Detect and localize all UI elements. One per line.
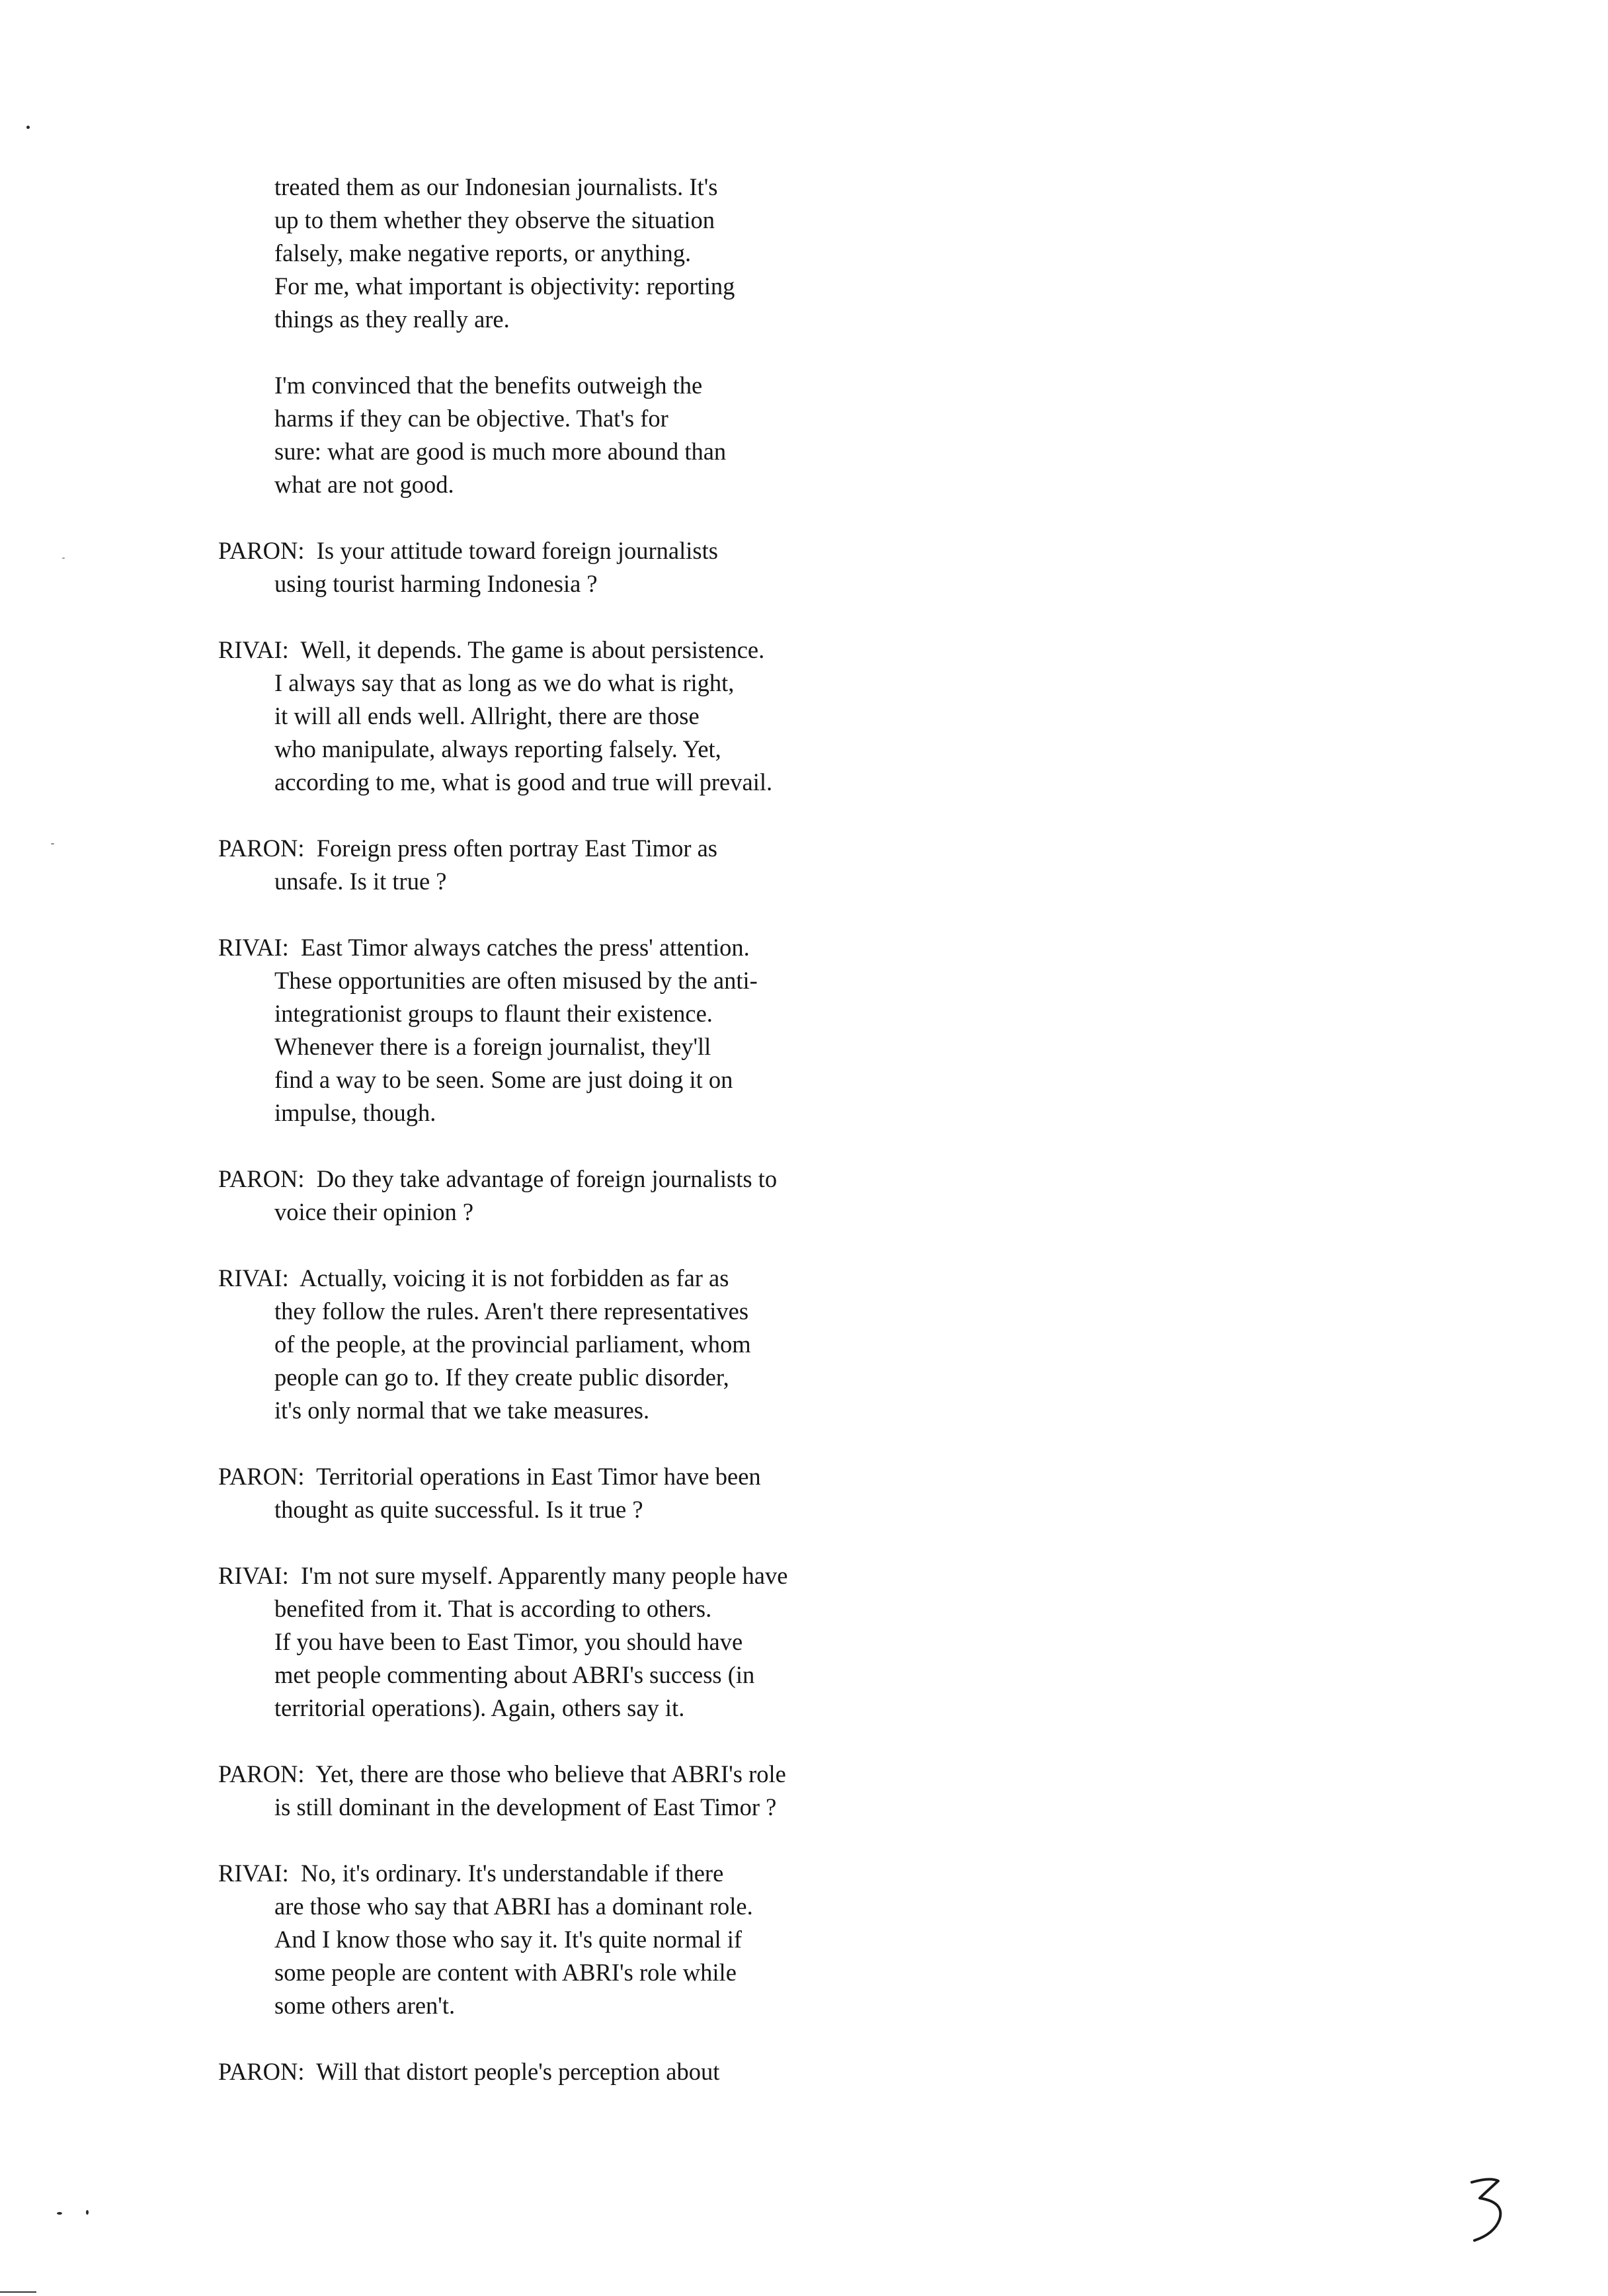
text-line: RIVAI: I'm not sure myself. Apparently many people have [218, 1562, 788, 1589]
text-line: who manipulate, always reporting falsely. Yet, [274, 735, 721, 762]
scan-speck [26, 126, 30, 129]
text-line: I always say that as long as we do what is right, [274, 669, 735, 696]
text-line: is still dominant in the development of East Timor ? [274, 1793, 777, 1821]
text-line: PARON: Territorial operations in East Timor have been [218, 1463, 761, 1490]
text-line: PARON: Yet, there are those who believe that ABRI's role [218, 1760, 786, 1787]
text-line: thought as quite successful. Is it true ? [274, 1496, 643, 1523]
text-line: people can go to. If they create public disorder, [274, 1364, 729, 1391]
text-line: find a way to be seen. Some are just doing it on [274, 1066, 733, 1093]
text-line: met people commenting about ABRI's success (in [274, 1661, 755, 1688]
text-line: I'm convinced that the benefits outweigh the [274, 372, 703, 399]
text-line: according to me, what is good and true will prevail. [274, 768, 773, 796]
scan-speck [57, 2212, 62, 2215]
text-line: Whenever there is a foreign journalist, they'll [274, 1033, 711, 1060]
text-line: using tourist harming Indonesia ? [274, 570, 598, 597]
scan-speck [51, 843, 54, 844]
text-line: some people are content with ABRI's role while [274, 1959, 737, 1986]
text-line: integrationist groups to flaunt their existence. [274, 1000, 713, 1027]
text-line: treated them as our Indonesian journalists. It's [274, 173, 718, 200]
text-line: For me, what important is objectivity: reporting [274, 272, 735, 300]
text-line: up to them whether they observe the situation [274, 206, 715, 233]
text-line: are those who say that ABRI has a dominant role. [274, 1893, 753, 1920]
text-line: what are not good. [274, 471, 454, 498]
text-line: These opportunities are often misused by the anti- [274, 967, 758, 994]
text-line: benefited from it. That is according to others. [274, 1595, 712, 1622]
text-line: unsafe. Is it true ? [274, 868, 447, 895]
text-line: it's only normal that we take measures. [274, 1397, 650, 1424]
text-line: of the people, at the provincial parliament, whom [274, 1331, 751, 1358]
text-line: things as they really are. [274, 306, 510, 333]
handwritten-page-number [1470, 2176, 1510, 2242]
text-line: PARON: Do they take advantage of foreign journalists to [218, 1165, 778, 1192]
scan-edge-line [0, 2291, 36, 2293]
text-line: And I know those who say it. It's quite normal if [274, 1926, 743, 1953]
text-line: PARON: Will that distort people's perception about [218, 2058, 720, 2085]
text-line: it will all ends well. Allright, there are those [274, 702, 700, 729]
text-line: PARON: Is your attitude toward foreign journalists [218, 537, 718, 564]
text-line: RIVAI: East Timor always catches the press' attention. [218, 934, 750, 961]
text-line: If you have been to East Timor, you should have [274, 1628, 743, 1655]
text-line: harms if they can be objective. That's for [274, 405, 668, 432]
text-line: impulse, though. [274, 1099, 436, 1126]
scan-speck [62, 557, 65, 559]
scan-speck [86, 2210, 89, 2215]
handwritten-three-glyph [1470, 2176, 1510, 2242]
text-line: RIVAI: Actually, voicing it is not forbidden as far as [218, 1264, 729, 1292]
text-line: territorial operations). Again, others say it. [274, 1694, 685, 1721]
text-line: voice their opinion ? [274, 1198, 474, 1225]
text-line: PARON: Foreign press often portray East Timor as [218, 835, 718, 862]
text-line: sure: what are good is much more abound than [274, 438, 727, 465]
text-line: RIVAI: No, it's ordinary. It's understandable if there [218, 1860, 724, 1887]
text-line: some others aren't. [274, 1992, 456, 2019]
text-line: RIVAI: Well, it depends. The game is about persistence. [218, 636, 765, 663]
text-line: falsely, make negative reports, or anything. [274, 239, 692, 266]
text-line: they follow the rules. Aren't there representatives [274, 1297, 749, 1325]
